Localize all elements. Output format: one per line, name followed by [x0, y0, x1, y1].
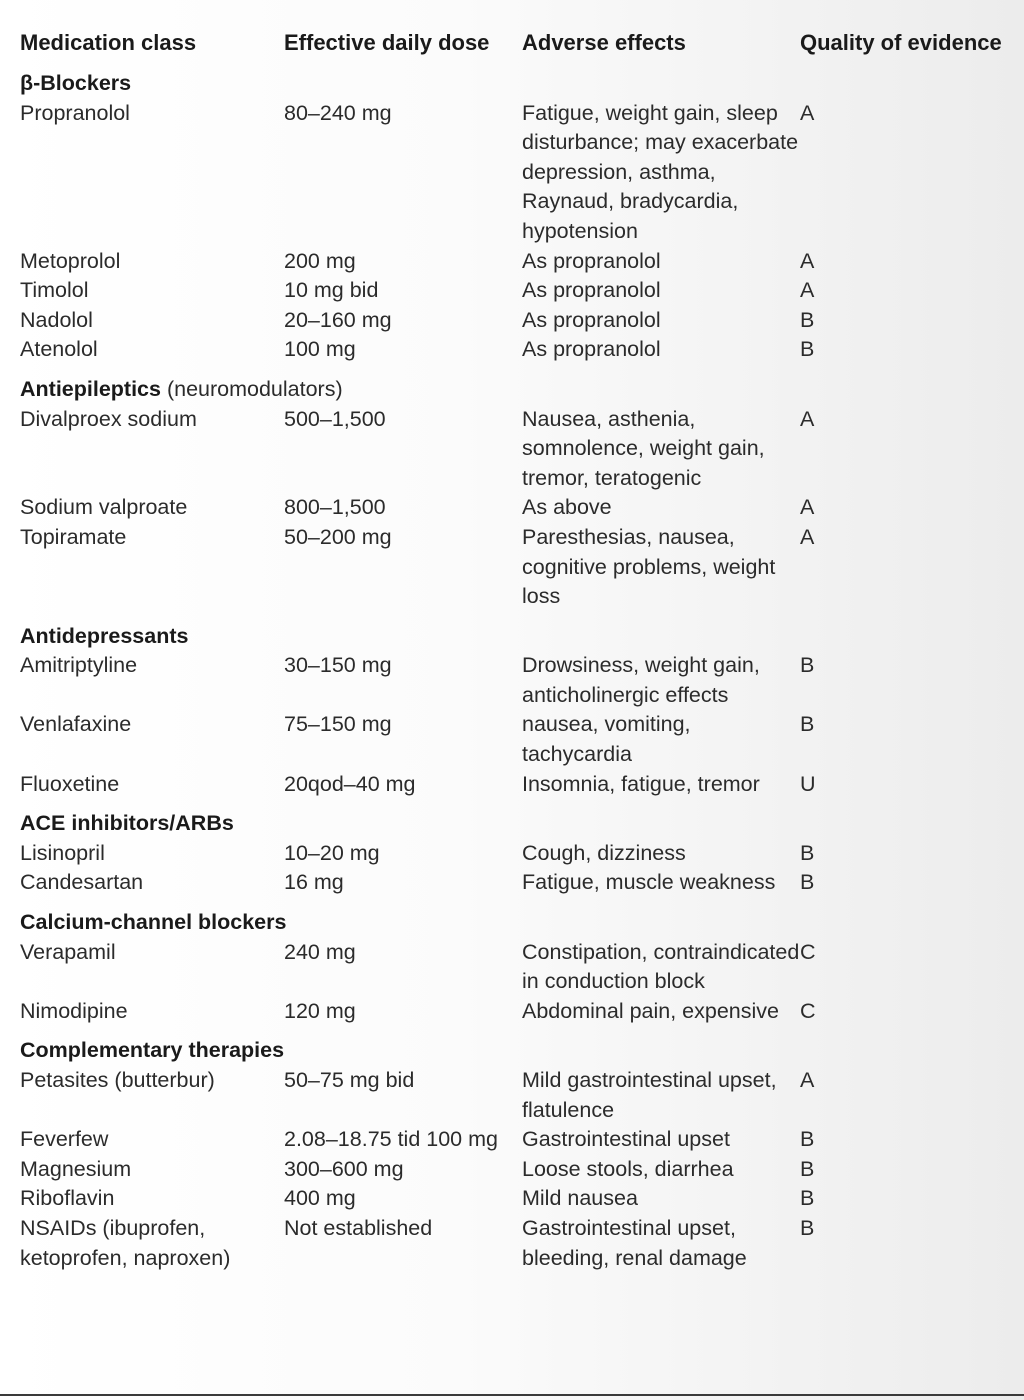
- effective-dose: 10–20 mg: [284, 840, 380, 865]
- evidence-grade: A: [800, 100, 815, 125]
- table-row: [20, 1125, 1020, 1155]
- evidence-grade: B: [800, 307, 815, 332]
- adverse-effects: nausea, vomiting, tachycardia: [522, 712, 691, 767]
- table-row: [20, 306, 1020, 336]
- evidence-grade: B: [800, 1156, 815, 1181]
- adverse-effects: Constipation, contraindicated in conduction block: [522, 939, 800, 994]
- bottom-divider: [0, 1394, 1024, 1396]
- group-note: (neuromodulators): [166, 376, 343, 401]
- adverse-effects: As above: [522, 495, 612, 520]
- table-row: [20, 276, 1020, 306]
- table-row: [20, 405, 1020, 494]
- table-row: [20, 1066, 1020, 1125]
- group-name: Complementary therapies: [20, 1038, 285, 1063]
- adverse-effects: Gastrointestinal upset: [522, 1127, 730, 1152]
- effective-dose: 2.08–18.75 tid 100 mg: [284, 1127, 498, 1152]
- group-heading: [20, 809, 1020, 839]
- evidence-grade: B: [800, 840, 815, 865]
- adverse-effects: Abdominal pain, expensive: [522, 998, 779, 1023]
- header-quality-of-evidence: Quality of evidence: [800, 30, 1002, 55]
- header-medication-class: Medication class: [20, 30, 197, 55]
- effective-dose: 50–75 mg bid: [284, 1068, 415, 1092]
- adverse-effects: Fatigue, muscle weakness: [522, 870, 776, 895]
- evidence-grade: B: [800, 1127, 815, 1152]
- effective-dose: 75–150 mg: [284, 712, 392, 737]
- medication-name: Nimodipine: [20, 998, 128, 1023]
- evidence-grade: U: [800, 771, 816, 796]
- evidence-grade: B: [800, 1215, 815, 1240]
- group-name: β-Blockers: [20, 71, 132, 95]
- effective-dose: 20qod–40 mg: [284, 771, 416, 796]
- adverse-effects: Insomnia, fatigue, tremor: [522, 771, 760, 796]
- evidence-grade: C: [800, 939, 816, 964]
- adverse-effects: Paresthesias, nausea, cognitive problems, weight loss: [522, 524, 776, 609]
- adverse-effects: Mild nausea: [522, 1186, 638, 1211]
- effective-dose: 80–240 mg: [284, 100, 392, 125]
- table-row: [20, 868, 1020, 898]
- table-row: [20, 938, 1020, 997]
- medication-name: NSAIDs (ibuprofen, ketoprofen, naproxen): [20, 1215, 231, 1270]
- medication-table: [20, 26, 1020, 1273]
- effective-dose: Not established: [284, 1215, 433, 1240]
- table-row: [20, 247, 1020, 277]
- medication-name: Fluoxetine: [20, 771, 120, 796]
- medication-name: Lisinopril: [20, 840, 105, 865]
- table-row: [20, 1155, 1020, 1185]
- effective-dose: 100 mg: [284, 337, 356, 362]
- evidence-grade: A: [800, 524, 815, 549]
- table-row: [20, 997, 1020, 1027]
- medication-name: Petasites (butterbur): [20, 1068, 215, 1092]
- medication-name: Amitriptyline: [20, 653, 138, 678]
- adverse-effects: Mild gastrointestinal upset, flatulence: [522, 1068, 777, 1122]
- effective-dose: 20–160 mg: [284, 307, 392, 332]
- group-heading: [20, 375, 1020, 405]
- group-heading: [20, 622, 1020, 652]
- group-heading: [20, 69, 1020, 99]
- medication-name: Magnesium: [20, 1156, 132, 1181]
- medication-name: Metoprolol: [20, 248, 121, 273]
- effective-dose: 16 mg: [284, 870, 344, 895]
- table-row: [20, 839, 1020, 869]
- evidence-grade: C: [800, 998, 816, 1023]
- effective-dose: 300–600 mg: [284, 1156, 404, 1181]
- medication-name: Divalproex sodium: [20, 406, 197, 431]
- table-row: [20, 770, 1020, 800]
- header-effective-daily-dose: Effective daily dose: [284, 30, 490, 55]
- effective-dose: 400 mg: [284, 1186, 356, 1211]
- evidence-grade: A: [800, 495, 815, 520]
- medication-name: Sodium valproate: [20, 495, 188, 520]
- evidence-grade: A: [800, 278, 815, 303]
- evidence-grade: B: [800, 712, 815, 737]
- table-body: [20, 69, 1020, 1273]
- adverse-effects: Gastrointestinal upset, bleeding, renal damage: [522, 1215, 747, 1270]
- effective-dose: 30–150 mg: [284, 653, 392, 678]
- adverse-effects: As propranolol: [522, 278, 661, 303]
- evidence-grade: A: [800, 248, 815, 273]
- table-row: [20, 1214, 1020, 1273]
- medication-name: Atenolol: [20, 337, 98, 362]
- medication-name: Timolol: [20, 278, 89, 303]
- table-row: [20, 1184, 1020, 1214]
- group-heading: [20, 908, 1020, 938]
- group-name: Antidepressants: [20, 623, 189, 648]
- adverse-effects: Nausea, asthenia, somnolence, weight gain, tremor, teratogenic: [522, 406, 765, 490]
- medication-name: Feverfew: [20, 1127, 109, 1152]
- group-name: Calcium-channel blockers: [20, 910, 287, 935]
- adverse-effects: Fatigue, weight gain, sleep disturbance; may exacerbate depression, asthma, Raynaud, bradycardia, hypotension: [522, 100, 799, 243]
- medication-name: Propranolol: [20, 100, 130, 125]
- medication-name: Venlafaxine: [20, 712, 132, 737]
- evidence-grade: A: [800, 1068, 815, 1092]
- adverse-effects: Drowsiness, weight gain, anticholinergic effects: [522, 653, 760, 707]
- evidence-grade: A: [800, 406, 815, 431]
- header-adverse-effects: Adverse effects: [522, 30, 686, 55]
- medication-name: Candesartan: [20, 870, 144, 895]
- group-heading: [20, 1036, 1020, 1066]
- evidence-grade: B: [800, 337, 815, 362]
- effective-dose: 500–1,500: [284, 406, 386, 431]
- adverse-effects: Cough, dizziness: [522, 840, 686, 865]
- evidence-grade: B: [800, 653, 815, 678]
- adverse-effects: As propranolol: [522, 307, 661, 332]
- adverse-effects: Loose stools, diarrhea: [522, 1156, 734, 1181]
- evidence-grade: B: [800, 1186, 815, 1211]
- medication-name: Topiramate: [20, 524, 127, 549]
- group-name: ACE inhibitors/ARBs: [20, 811, 234, 836]
- effective-dose: 240 mg: [284, 939, 356, 964]
- table-row: [20, 523, 1020, 612]
- evidence-grade: B: [800, 870, 815, 895]
- effective-dose: 120 mg: [284, 998, 356, 1023]
- group-name: Antiepileptics: [20, 376, 161, 401]
- effective-dose: 800–1,500: [284, 495, 386, 520]
- effective-dose: 10 mg bid: [284, 278, 379, 303]
- medication-name: Nadolol: [20, 307, 93, 332]
- table-row: [20, 651, 1020, 710]
- table-row: [20, 710, 1020, 769]
- table-row: [20, 99, 1020, 247]
- table-header: [20, 26, 1020, 60]
- table-row: [20, 335, 1020, 365]
- effective-dose: 200 mg: [284, 248, 356, 273]
- adverse-effects: As propranolol: [522, 337, 661, 362]
- medication-name: Riboflavin: [20, 1186, 115, 1211]
- adverse-effects: As propranolol: [522, 248, 661, 273]
- table-row: [20, 493, 1020, 523]
- effective-dose: 50–200 mg: [284, 524, 392, 549]
- medication-name: Verapamil: [20, 939, 116, 964]
